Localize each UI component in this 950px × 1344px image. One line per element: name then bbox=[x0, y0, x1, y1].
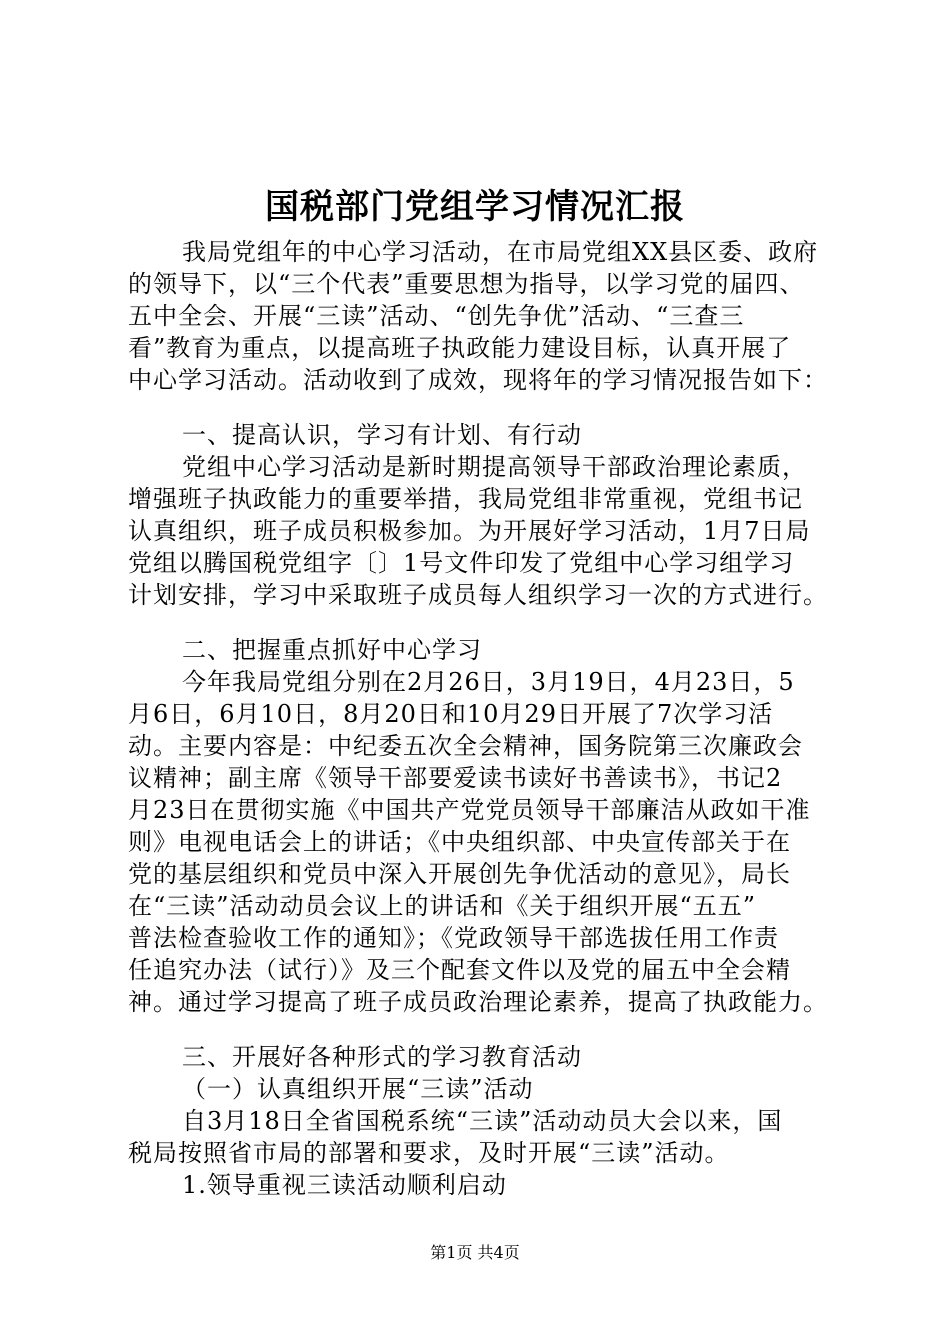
document-title: 国税部门党组学习情况汇报 bbox=[265, 187, 685, 227]
paragraph-line: 我局党组年的中心学习活动，在市局党组XX县区委、政府 bbox=[182, 238, 819, 266]
paragraph-line: 党的基层组织和党员中深入开展创先争优活动的意见》，局长 bbox=[128, 860, 791, 888]
paragraph-line: 在“三读”活动动员会议上的讲话和《关于组织开展“五五” bbox=[128, 892, 757, 920]
page-footer: 第1页 共4页 bbox=[430, 1243, 520, 1262]
paragraph-line: 税局按照省市局的部署和要求，及时开展“三读”活动。 bbox=[128, 1139, 730, 1167]
paragraph-line: 自3月18日全省国税系统“三读”活动动员大会以来，国 bbox=[182, 1107, 783, 1135]
paragraph-line: 任追究办法（试行）》及三个配套文件以及党的届五中全会精 bbox=[128, 956, 791, 984]
paragraph-line: 五中全会、开展“三读”活动、“创先争优”活动、“三查三 bbox=[128, 302, 745, 330]
paragraph-line: 的领导下，以“三个代表”重要思想为指导，以学习党的届四、 bbox=[128, 270, 805, 298]
section-heading: 一、提高认识，学习有计划、有行动 bbox=[182, 421, 582, 449]
paragraph-line: 认真组织，班子成员积极参加。为开展好学习活动，1月7日局 bbox=[128, 517, 811, 545]
paragraph-line: 议精神；副主席《领导干部要爱读书读好书善读书》，书记2 bbox=[128, 764, 783, 792]
paragraph-line: 增强班子执政能力的重要举措，我局党组非常重视，党组书记 bbox=[128, 485, 803, 513]
list-item: 1.领导重视三读活动顺利启动 bbox=[182, 1171, 507, 1199]
paragraph-line: 动。主要内容是：中纪委五次全会精神，国务院第三次廉政会 bbox=[128, 732, 803, 760]
paragraph-line: 看”教育为重点，以提高班子执政能力建设目标，认真开展了 bbox=[128, 334, 792, 362]
paragraph-line: 计划安排，学习中采取班子成员每人组织学习一次的方式进行。 bbox=[128, 581, 828, 609]
subsection-heading: （一）认真组织开展“三读”活动 bbox=[182, 1075, 534, 1103]
section-heading: 三、开展好各种形式的学习教育活动 bbox=[182, 1043, 582, 1071]
paragraph-line: 中心学习活动。活动收到了成效，现将年的学习情况报告如下： bbox=[128, 366, 828, 394]
paragraph-line: 神。通过学习提高了班子成员政治理论素养，提高了执政能力。 bbox=[128, 988, 828, 1016]
paragraph-line: 月6日，6月10日，8月20日和10月29日开展了7次学习活 bbox=[128, 700, 774, 728]
section-heading: 二、把握重点抓好中心学习 bbox=[182, 636, 482, 664]
paragraph-line: 今年我局党组分别在2月26日，3月19日，4月23日，5 bbox=[182, 668, 795, 696]
paragraph-line: 党组以腾国税党组字〔〕1号文件印发了党组中心学习组学习 bbox=[128, 549, 795, 577]
paragraph-line: 月23日在贯彻实施《中国共产党党员领导干部廉洁从政如干准 bbox=[128, 796, 811, 824]
paragraph-line: 普法检查验收工作的通知》；《党政领导干部选拔任用工作责 bbox=[128, 924, 779, 952]
paragraph-line: 党组中心学习活动是新时期提高领导干部政治理论素质， bbox=[182, 453, 807, 481]
paragraph-line: 则》电视电话会上的讲话；《中央组织部、中央宣传部关于在 bbox=[128, 828, 791, 856]
